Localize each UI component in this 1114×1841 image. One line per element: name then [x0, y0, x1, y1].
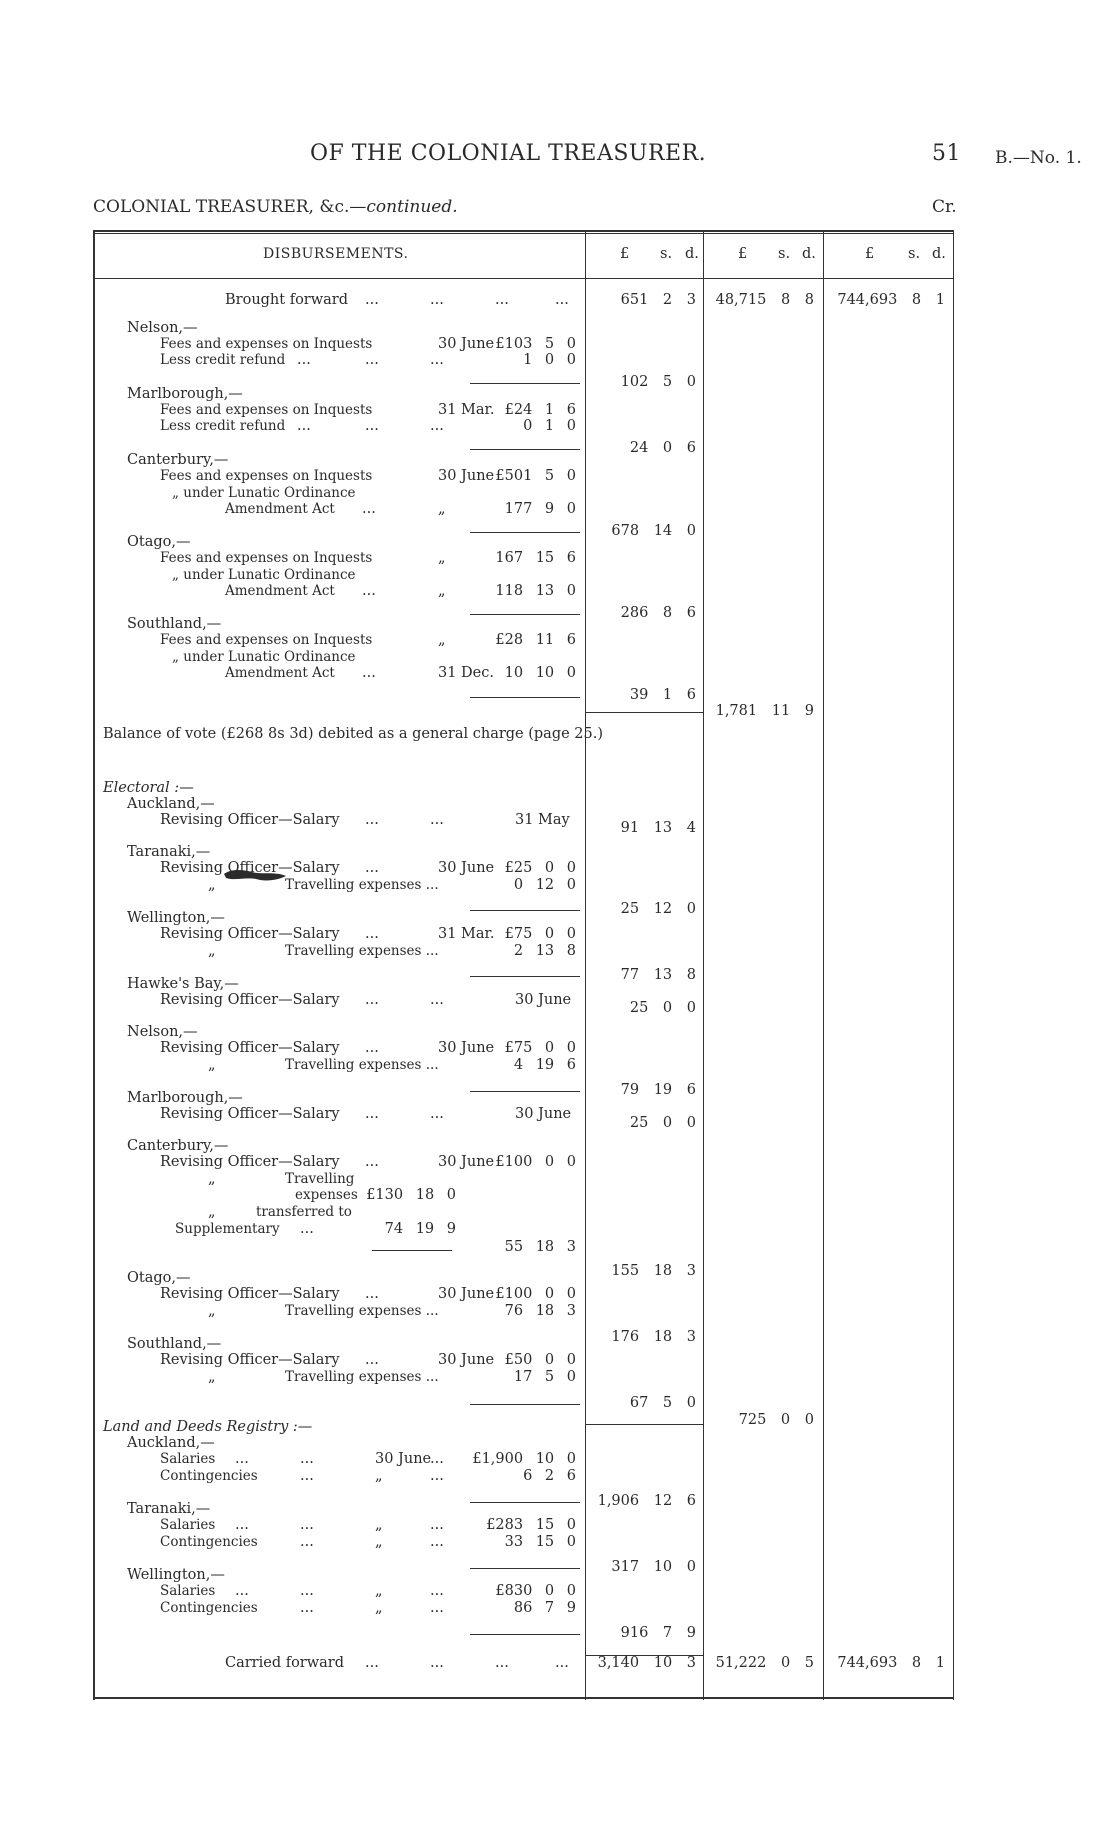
leader-dots: ...	[430, 1468, 444, 1484]
item-amount: £130 18 0	[366, 1187, 456, 1203]
entry-date: „	[375, 1583, 383, 1599]
leader-dots: ...	[430, 1600, 444, 1616]
row-label: Revising Officer—Salary	[160, 992, 340, 1008]
entry-date: 31 Mar.	[438, 402, 495, 418]
item-amount: 10 10 0	[504, 665, 576, 681]
column1-amount: 317 10 0	[611, 1559, 696, 1575]
leader-dots: ...	[430, 1106, 444, 1122]
row-label: Southland,—	[127, 1336, 222, 1352]
col3-pound-header: £	[865, 246, 875, 262]
row-label: „ under Lunatic Ordinance	[172, 649, 356, 665]
col2-pound-header: £	[738, 246, 748, 262]
column1-amount: 77 13 8	[620, 967, 696, 983]
item-amount: 6 2 6	[523, 1468, 576, 1484]
row-label: Otago,—	[127, 534, 191, 550]
row-label: Taranaki,—	[127, 844, 211, 860]
leader-dots: ...	[300, 1583, 314, 1599]
row-label: Travelling	[285, 1171, 355, 1187]
row-label: Fees and expenses on Inquests	[160, 632, 373, 648]
column1-amount: 102 5 0	[620, 374, 696, 390]
leader-dots: ...	[430, 1451, 444, 1467]
leader-dots: ...	[297, 418, 311, 434]
item-amount: 17 5 0	[513, 1369, 576, 1385]
leader-dots: ...	[555, 292, 569, 308]
entry-date: 30 June	[438, 1286, 495, 1302]
row-label: Nelson,—	[127, 320, 198, 336]
row-label: Electoral :—	[103, 780, 194, 796]
leader-dots: ...	[235, 1517, 249, 1533]
row-label: „	[208, 1204, 216, 1220]
leader-dots: ...	[365, 926, 379, 942]
item-amount: £283 15 0	[486, 1517, 576, 1533]
column1-amount: 25 12 0	[620, 901, 696, 917]
table-bottom-rule	[93, 1697, 953, 1699]
row-label: Amendment Act	[225, 665, 335, 681]
item-amount: £75 0 0	[504, 926, 576, 942]
leader-dots: ...	[365, 812, 379, 828]
disbursements-header: DISBURSEMENTS.	[263, 246, 409, 262]
entry-date: 31 Dec.	[438, 665, 494, 681]
row-label: Balance of vote (£268 8s 3d) debited as a general charge (page 25.)	[103, 726, 604, 742]
row-label: Revising Officer—Salary	[160, 812, 340, 828]
column1-amount: 39 1 6	[629, 687, 696, 703]
table-top-rule	[93, 230, 953, 232]
leader-dots: ...	[430, 812, 444, 828]
item-amount: £100 0 0	[495, 1154, 576, 1170]
column2-amount: 51,222 0 5	[715, 1655, 814, 1671]
column1-amount: 25 0 0	[629, 1115, 696, 1131]
col1-shilling-header: s.	[660, 246, 673, 262]
row-label: Salaries	[160, 1451, 216, 1467]
entry-date: „	[375, 1534, 383, 1550]
column1-amount: 91 13 4	[620, 820, 696, 836]
item-amount: 55 18 3	[504, 1239, 576, 1255]
item-amount: 167 15 6	[495, 550, 576, 566]
entry-date: 30 June	[438, 1040, 495, 1056]
leader-dots: ...	[235, 1583, 249, 1599]
leader-dots: ...	[365, 860, 379, 876]
page-number: 51	[932, 141, 961, 166]
row-label: Auckland,—	[127, 796, 215, 812]
column1-amount: 24 0 6	[629, 440, 696, 456]
row-label: Less credit refund	[160, 352, 286, 368]
item-amount: 0 12 0	[513, 877, 576, 893]
row-label: „ under Lunatic Ordinance	[172, 567, 356, 583]
entry-date: 30 June	[438, 336, 495, 352]
row-label: Revising Officer—Salary	[160, 926, 340, 942]
leader-dots: ...	[365, 292, 379, 308]
leader-dots: ...	[495, 1655, 509, 1671]
leader-dots: ...	[362, 665, 376, 681]
column1-amount: 67 5 0	[629, 1395, 696, 1411]
table-left-rule	[93, 230, 95, 1700]
column1-amount: 3,140 10 3	[597, 1655, 696, 1671]
row-label: Southland,—	[127, 616, 222, 632]
row-label: Hawke's Bay,—	[127, 976, 239, 992]
row-label: „	[208, 1171, 216, 1187]
item-amount: £830 0 0	[495, 1583, 576, 1599]
row-label: Canterbury,—	[127, 1138, 229, 1154]
item-amount: 1 0 0	[523, 352, 576, 368]
row-label: „	[208, 1057, 216, 1073]
leader-dots: ...	[300, 1451, 314, 1467]
row-label: Revising Officer—Salary	[160, 1286, 340, 1302]
item-amount: 118 13 0	[495, 583, 576, 599]
leader-dots: ...	[365, 352, 379, 368]
col1-pound-header: £	[620, 246, 630, 262]
row-label: Revising Officer—Salary	[160, 1352, 340, 1368]
leader-dots: ...	[555, 1655, 569, 1671]
column1-amount: 25 0 0	[629, 1000, 696, 1016]
item-amount: £50 0 0	[504, 1352, 576, 1368]
item-amount: 2 13 8	[513, 943, 576, 959]
row-label: „	[208, 877, 216, 893]
entry-date: „	[375, 1468, 383, 1484]
row-label: Marlborough,—	[127, 386, 243, 402]
column1-amount: 651 2 3	[620, 292, 696, 308]
column2-amount: 1,781 11 9	[715, 703, 814, 719]
leader-dots: ...	[430, 1517, 444, 1533]
table-right-rule	[953, 230, 954, 1700]
column1-amount: 176 18 3	[611, 1329, 696, 1345]
column-rule-2	[703, 230, 704, 1700]
row-label: Canterbury,—	[127, 452, 229, 468]
row-label: Travelling expenses ...	[285, 1057, 439, 1073]
column1-amount: 286 8 6	[620, 605, 696, 621]
table-top-rule-inner	[93, 233, 953, 234]
row-label: Fees and expenses on Inquests	[160, 336, 373, 352]
row-label: Supplementary	[175, 1221, 280, 1237]
header-bottom-rule	[93, 278, 953, 279]
entry-date: 31 Mar.	[438, 926, 495, 942]
col2-pence-header: d.	[802, 246, 816, 262]
item-amount: £25 0 0	[504, 860, 576, 876]
row-label: Revising Officer—Salary	[160, 860, 340, 876]
leader-dots: ...	[300, 1600, 314, 1616]
column1-amount: 1,906 12 6	[597, 1493, 696, 1509]
item-amount: 74 19 9	[384, 1221, 456, 1237]
entry-date: „	[438, 583, 446, 599]
item-amount: 33 15 0	[504, 1534, 576, 1550]
row-label: Carried forward	[225, 1655, 345, 1671]
leader-dots: ...	[365, 1352, 379, 1368]
col3-shilling-header: s.	[908, 246, 921, 262]
row-label: Nelson,—	[127, 1024, 198, 1040]
entry-date: „	[438, 501, 446, 517]
row-label: Fees and expenses on Inquests	[160, 550, 373, 566]
row-label: Wellington,—	[127, 1567, 225, 1583]
entry-date: „	[438, 632, 446, 648]
leader-dots: ...	[430, 292, 444, 308]
item-amount: £100 0 0	[495, 1286, 576, 1302]
column-rule-3	[823, 230, 824, 1700]
leader-dots: ...	[300, 1534, 314, 1550]
entry-date: 30 June	[515, 1106, 572, 1122]
leader-dots: ...	[365, 1106, 379, 1122]
leader-dots: ...	[235, 1451, 249, 1467]
entry-date: 30 June	[438, 860, 495, 876]
row-label: transferred to	[256, 1204, 352, 1220]
row-label: expenses	[295, 1187, 358, 1203]
entry-date: 31 May	[515, 812, 570, 828]
leader-dots: ...	[365, 418, 379, 434]
row-label: Less credit refund	[160, 418, 286, 434]
item-amount: 177 9 0	[504, 501, 576, 517]
credit-side-label: Cr.	[932, 197, 957, 217]
item-amount: £24 1 6	[504, 402, 576, 418]
entry-date: 30 June	[515, 992, 572, 1008]
leader-dots: ...	[300, 1468, 314, 1484]
leader-dots: ...	[430, 352, 444, 368]
leader-dots: ...	[362, 501, 376, 517]
leader-dots: ...	[430, 1534, 444, 1550]
column1-amount: 155 18 3	[611, 1263, 696, 1279]
leader-dots: ...	[430, 1655, 444, 1671]
leader-dots: ...	[430, 992, 444, 1008]
row-label: Contingencies	[160, 1600, 258, 1616]
leader-dots: ...	[365, 992, 379, 1008]
row-label: Amendment Act	[225, 501, 335, 517]
column1-amount: 916 7 9	[620, 1625, 696, 1641]
row-label: „	[208, 1303, 216, 1319]
section-continued: continued.	[366, 197, 458, 217]
row-label: Taranaki,—	[127, 1501, 211, 1517]
item-amount: 76 18 3	[504, 1303, 576, 1319]
row-label: Revising Officer—Salary	[160, 1154, 340, 1170]
leader-dots: ...	[430, 418, 444, 434]
leader-dots: ...	[495, 292, 509, 308]
item-amount: £103 5 0	[495, 336, 576, 352]
item-amount: £501 5 0	[495, 468, 576, 484]
row-label: Revising Officer—Salary	[160, 1106, 340, 1122]
item-amount: £28 11 6	[495, 632, 576, 648]
row-label: Revising Officer—Salary	[160, 1040, 340, 1056]
column3-amount: 744,693 8 1	[837, 292, 945, 308]
item-amount: £75 0 0	[504, 1040, 576, 1056]
document-reference: B.—No. 1.	[995, 148, 1082, 168]
item-amount: 86 7 9	[513, 1600, 576, 1616]
row-label: Auckland,—	[127, 1435, 215, 1451]
row-label: Wellington,—	[127, 910, 225, 926]
row-label: Travelling expenses ...	[285, 943, 439, 959]
row-label: „ under Lunatic Ordinance	[172, 485, 356, 501]
col1-pence-header: d.	[685, 246, 699, 262]
page-title: OF THE COLONIAL TREASURER.	[310, 141, 707, 166]
row-label: Salaries	[160, 1517, 216, 1533]
leader-dots: ...	[365, 1040, 379, 1056]
entry-date: 30 June	[438, 1352, 495, 1368]
column1-amount: 678 14 0	[611, 523, 696, 539]
entry-date: „	[375, 1600, 383, 1616]
row-label: Travelling expenses ...	[285, 1303, 439, 1319]
entry-date: 30 June	[438, 1154, 495, 1170]
entry-date: „	[438, 550, 446, 566]
item-amount: £1,900 10 0	[472, 1451, 576, 1467]
col3-pence-header: d.	[932, 246, 946, 262]
leader-dots: ...	[300, 1221, 314, 1237]
leader-dots: ...	[430, 1583, 444, 1599]
item-amount: 4 19 6	[513, 1057, 576, 1073]
column1-amount: 79 19 6	[620, 1082, 696, 1098]
column2-amount: 48,715 8 8	[715, 292, 814, 308]
column2-amount: 725 0 0	[738, 1412, 814, 1428]
leader-dots: ...	[365, 1154, 379, 1170]
row-label: Travelling expenses ...	[285, 1369, 439, 1385]
item-amount: 0 1 0	[523, 418, 576, 434]
column3-amount: 744,693 8 1	[837, 1655, 945, 1671]
row-label: Contingencies	[160, 1468, 258, 1484]
row-label: Contingencies	[160, 1534, 258, 1550]
leader-dots: ...	[365, 1286, 379, 1302]
row-label: Amendment Act	[225, 583, 335, 599]
col2-shilling-header: s.	[778, 246, 791, 262]
section-title: COLONIAL TREASURER, &c.—	[93, 197, 367, 217]
entry-date: 30 June	[375, 1451, 432, 1467]
leader-dots: ...	[300, 1517, 314, 1533]
leader-dots: ...	[297, 352, 311, 368]
row-label: Travelling expenses ...	[285, 877, 439, 893]
row-label: Brought forward	[225, 292, 349, 308]
row-label: Otago,—	[127, 1270, 191, 1286]
row-label: Fees and expenses on Inquests	[160, 468, 373, 484]
leader-dots: ...	[362, 583, 376, 599]
row-label: „	[208, 1369, 216, 1385]
row-label: Land and Deeds Registry :—	[103, 1419, 313, 1435]
row-label: Salaries	[160, 1583, 216, 1599]
row-label: Fees and expenses on Inquests	[160, 402, 373, 418]
entry-date: 30 June	[438, 468, 495, 484]
leader-dots: ...	[365, 1655, 379, 1671]
row-label: „	[208, 943, 216, 959]
row-label: Marlborough,—	[127, 1090, 243, 1106]
entry-date: „	[375, 1517, 383, 1533]
section-heading	[93, 199, 458, 215]
